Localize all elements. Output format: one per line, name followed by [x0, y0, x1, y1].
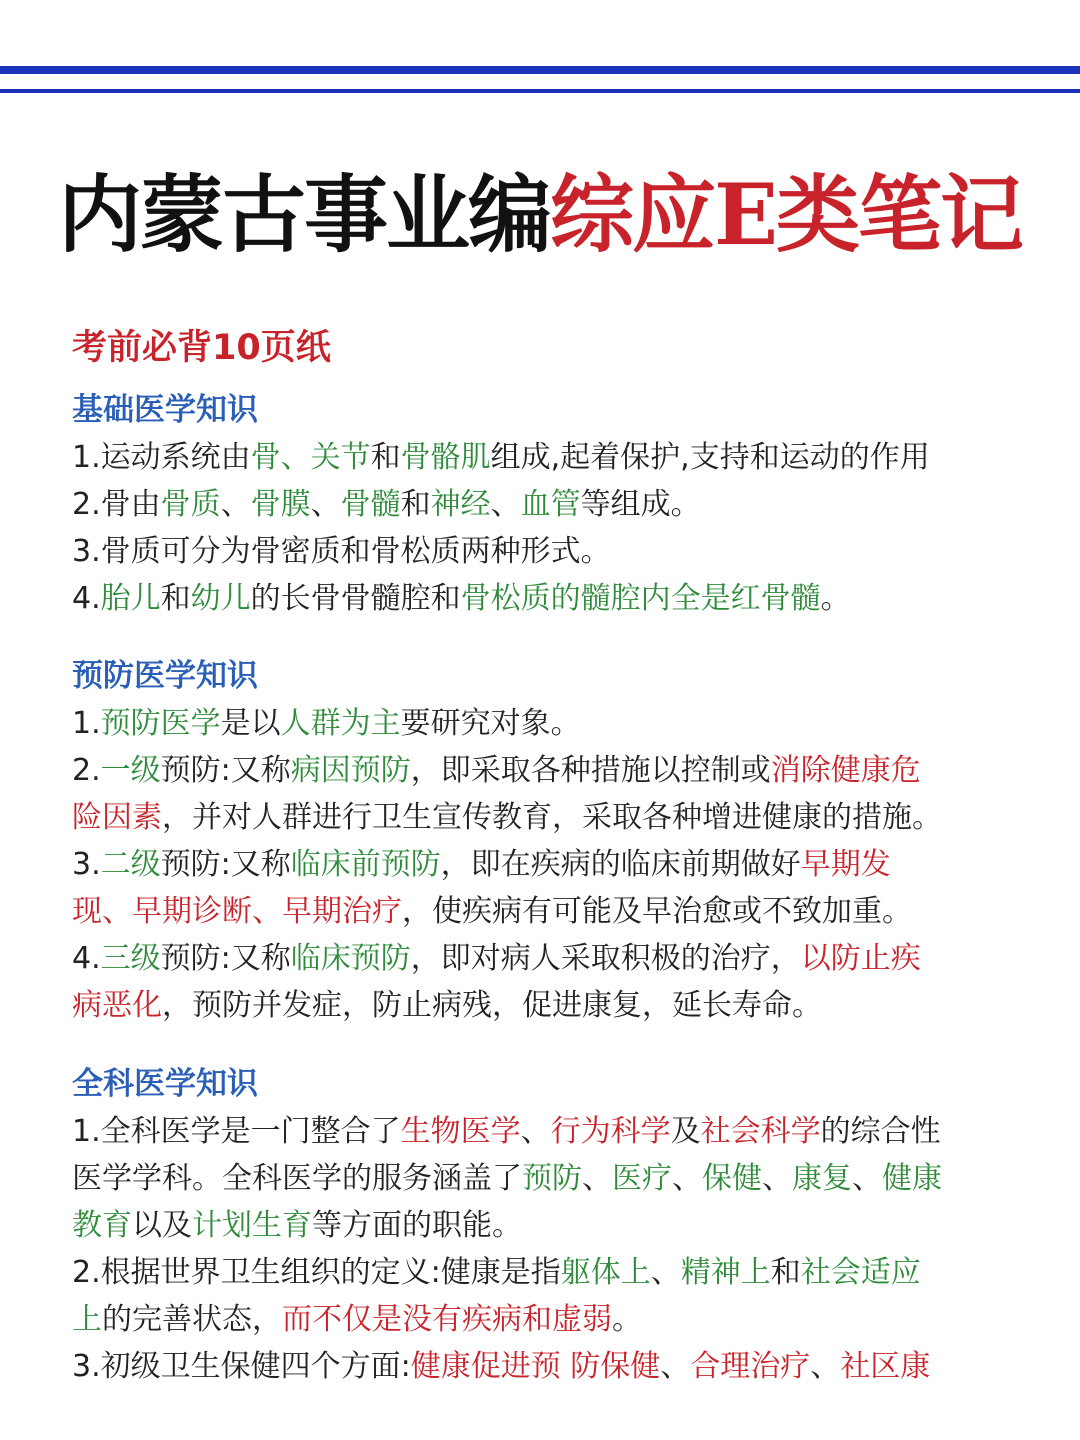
highlight-segment: 社区康	[840, 1349, 931, 1384]
text-segment: 。	[820, 581, 851, 616]
highlight-segment: 精神上	[680, 1255, 771, 1290]
text-segment: 3.初级卫生保健四个方面:	[72, 1349, 411, 1384]
text-segment: ，即采取各种措施以控制或	[410, 753, 771, 788]
text-segment: 预防:又称	[160, 941, 291, 976]
text-segment: 要研究对象。	[400, 706, 581, 741]
highlight-segment: 社会科学	[700, 1114, 821, 1149]
text-line	[72, 481, 1012, 528]
title-accent: 综应E类笔记	[549, 165, 1023, 264]
text-segment: ，即对病人采取积极的治疗，	[410, 941, 801, 976]
text-segment: 2.根据世界卫生组织的定义:健康是指	[72, 1255, 561, 1290]
highlight-segment: 幼儿	[190, 581, 251, 616]
text-segment: 等组成。	[580, 487, 701, 522]
highlight-segment: 骨质	[160, 487, 221, 522]
text-line	[72, 434, 1012, 481]
text-segment: 的综合性	[820, 1114, 941, 1149]
section-body-basic-medicine	[72, 434, 1012, 622]
highlight-segment: 行为科学	[550, 1114, 671, 1149]
text-segment: 和	[400, 487, 431, 522]
highlight-segment: 健康促进预 防保健	[410, 1349, 661, 1384]
text-segment: 以及	[132, 1208, 192, 1243]
highlight-segment: 一级	[100, 753, 161, 788]
text-segment: 4.	[72, 941, 101, 976]
text-segment: ，预防并发症，防止病残，促进康复，延长寿命。	[162, 988, 822, 1023]
highlight-segment: 血管	[520, 487, 581, 522]
highlight-segment: 生物医学	[400, 1114, 521, 1149]
text-segment: 1.全科医学是一门整合了	[72, 1114, 401, 1149]
highlight-segment: 人群为主	[280, 706, 401, 741]
subtitle: 考前必背10页纸	[72, 328, 331, 368]
text-line	[72, 575, 1012, 622]
highlight-segment: 消除健康危	[770, 753, 921, 788]
highlight-segment: 二级	[100, 847, 161, 882]
text-segment: 。	[612, 1302, 642, 1337]
text-segment: 组成,起着保护,支持和运动的作用	[490, 440, 930, 475]
text-segment: 及	[670, 1114, 701, 1149]
highlight-segment: 躯体上	[560, 1255, 651, 1290]
highlight-segment: 骨、关节	[250, 440, 371, 475]
text-line	[72, 1202, 1012, 1249]
text-segment: 等方面的职能。	[312, 1208, 522, 1243]
text-segment: 、	[582, 1161, 612, 1196]
text-segment: ，使疾病有可能及早治愈或不致加重。	[402, 894, 912, 929]
text-segment: 1.	[72, 706, 101, 741]
text-segment: 2.	[72, 753, 101, 788]
highlight-segment: 而不仅是没有疾病和虚弱	[282, 1302, 612, 1337]
highlight-segment: 计划生育	[192, 1208, 312, 1243]
text-segment: 2.骨由	[72, 487, 161, 522]
highlight-segment: 临床预防	[290, 941, 411, 976]
text-segment: 、	[660, 1349, 691, 1384]
text-segment: 、	[490, 487, 521, 522]
text-line	[72, 841, 1012, 888]
highlight-segment: 三级	[100, 941, 161, 976]
highlight-segment: 病因预防	[290, 753, 411, 788]
highlight-segment: 社会适应	[800, 1255, 921, 1290]
text-segment: 、	[650, 1255, 681, 1290]
text-segment: 、	[852, 1161, 882, 1196]
text-segment: 是以	[220, 706, 281, 741]
highlight-segment: 上	[72, 1302, 102, 1337]
text-line	[72, 1343, 1012, 1390]
text-line	[72, 888, 1012, 935]
text-segment: 和	[770, 1255, 801, 1290]
highlight-segment: 骨膜	[250, 487, 311, 522]
page-title	[0, 165, 1080, 265]
text-segment: 医学学科。全科医学的服务涵盖了	[72, 1161, 522, 1196]
highlight-segment: 保健	[702, 1161, 762, 1196]
highlight-segment: 教育	[72, 1208, 132, 1243]
text-line	[72, 982, 1012, 1029]
text-segment: 的长骨骨髓腔和	[250, 581, 461, 616]
text-line	[72, 1155, 1012, 1202]
text-segment: 、	[762, 1161, 792, 1196]
highlight-segment: 医疗	[612, 1161, 672, 1196]
section-heading-preventive-medicine: 预防医学知识	[72, 658, 258, 694]
text-segment: 1.运动系统由	[72, 440, 251, 475]
highlight-segment: 健康	[882, 1161, 942, 1196]
text-line	[72, 794, 1012, 841]
text-segment: 和	[370, 440, 401, 475]
section-heading-basic-medicine: 基础医学知识	[72, 392, 258, 428]
text-segment: 预防:又称	[160, 847, 291, 882]
text-line	[72, 747, 1012, 794]
top-rule-thick	[0, 66, 1080, 74]
text-line	[72, 1296, 1012, 1343]
highlight-segment: 预防医学	[100, 706, 221, 741]
highlight-segment: 预防	[522, 1161, 582, 1196]
text-segment: 的完善状态，	[102, 1302, 282, 1337]
section-body-preventive-medicine	[72, 700, 1012, 1029]
highlight-segment: 骨髓	[340, 487, 401, 522]
text-segment: 4.	[72, 581, 101, 616]
title-main: 内蒙古事业编	[57, 165, 550, 264]
highlight-segment: 神经	[430, 487, 491, 522]
highlight-segment: 以防止疾	[800, 941, 921, 976]
highlight-segment: 现、早期诊断、早期治疗	[72, 894, 402, 929]
text-segment: 、	[520, 1114, 551, 1149]
section-heading-general-medicine: 全科医学知识	[72, 1066, 258, 1102]
text-segment: 、	[220, 487, 251, 522]
text-segment: 、	[672, 1161, 702, 1196]
text-line	[72, 1249, 1012, 1296]
text-segment: 、	[810, 1349, 841, 1384]
highlight-segment: 胎儿	[100, 581, 161, 616]
highlight-segment: 临床前预防	[290, 847, 441, 882]
highlight-segment: 病恶化	[72, 988, 162, 1023]
top-rule-thin	[0, 89, 1080, 93]
text-segment: 3.骨质可分为骨密质和骨松质两种形式。	[72, 534, 611, 569]
text-line	[72, 528, 1012, 575]
highlight-segment: 骨松质的髓腔内全是红骨髓	[460, 581, 821, 616]
highlight-segment: 合理治疗	[690, 1349, 811, 1384]
text-segment: 预防:又称	[160, 753, 291, 788]
section-body-general-medicine	[72, 1108, 1012, 1390]
text-segment: 、	[310, 487, 341, 522]
text-line	[72, 935, 1012, 982]
highlight-segment: 康复	[792, 1161, 852, 1196]
text-segment: ，并对人群进行卫生宣传教育，采取各种增进健康的措施。	[162, 800, 942, 835]
highlight-segment: 骨骼肌	[400, 440, 491, 475]
text-line	[72, 700, 1012, 747]
text-segment: 3.	[72, 847, 101, 882]
text-segment: ，即在疾病的临床前期做好	[440, 847, 801, 882]
text-segment: 和	[160, 581, 191, 616]
highlight-segment: 险因素	[72, 800, 162, 835]
text-line	[72, 1108, 1012, 1155]
highlight-segment: 早期发	[800, 847, 891, 882]
